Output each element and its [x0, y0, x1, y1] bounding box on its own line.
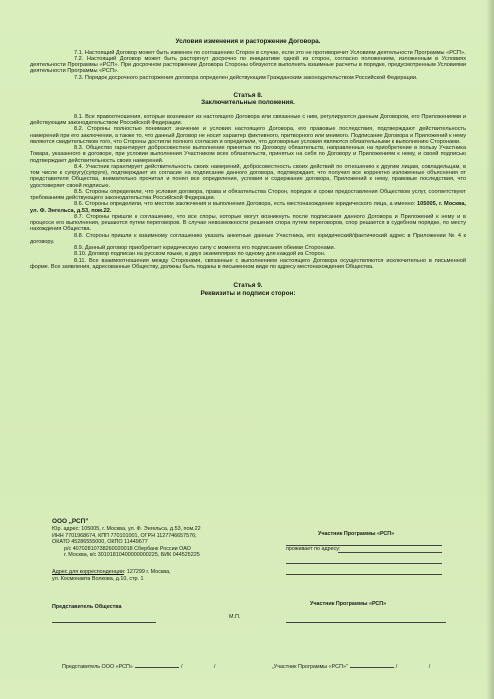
participant-address-line1	[338, 552, 442, 553]
article-8-title: Заключительные положения.	[201, 99, 295, 107]
representative-signature-line	[52, 622, 156, 623]
participant-signature-row	[272, 664, 430, 670]
company-bank-account: р/с 40702810738260020018 Сбербанк России ОАО	[64, 545, 191, 552]
company-signature-row	[62, 664, 215, 670]
article-8-heading: Статья 8.	[233, 91, 263, 99]
correspondence-address-line2: ул. Космонавта Волкова, д.10, стр. 1	[52, 576, 144, 582]
clause-8-6-text: 8.6. Стороны определили, что местом заключения и выполнения Договора, есть местонахождение юридического лица, а именно:	[74, 201, 418, 208]
section-7-title: Условия изменения и расторжение Договора.	[175, 38, 321, 45]
company-representative-label: Представитель Общества	[52, 604, 122, 610]
correspondence-label: Адрес для корреспонденции	[52, 569, 124, 575]
article-9-heading: Статья 9.	[233, 282, 263, 290]
participant-address-label: проживает по адресу:	[286, 546, 341, 552]
company-signature-label: Представитель ООО «РСП»	[62, 664, 133, 670]
company-inn: ИНН 7701968674, КПП 770101001, ОГРН 1127746657576;	[52, 532, 197, 539]
correspondence-address	[52, 569, 171, 575]
correspondence-value: : 127299 г. Москва,	[123, 569, 171, 575]
clause-8-9: 8.9. Данный договор приобретает юридическую силу с момента его подписания обеими Сторонами.	[74, 245, 336, 252]
participant-signature-slashes: / /	[395, 664, 431, 670]
participant-signature-line	[286, 622, 446, 623]
clause-8-10: 8.10. Договор подписан на русском языке, в двух экземплярах по одному для каждой из Сторон.	[74, 251, 326, 258]
clause-7-1: 7.1. Настоящий Договор может быть изменен по соглашению Сторон в случае, если это не противоречит Условиям деятельности Программы «РСП».	[74, 49, 466, 56]
company-bank-details: г. Москва, к/с 30101810400000000225, БИК 044525225	[64, 552, 200, 558]
participant-signature-title: Участник Программы «РСП»	[310, 601, 387, 607]
company-okato: ОКАТО 45286555000, ОКПО 11449677	[52, 539, 148, 545]
clause-8-4: 8.4. Участник гарантирует действительность своих намерений, добросовестность своих действий по отношению к другим лицам, совладельцам, в том числе к супругу(супруге), подтверждает их согласие на подписание данного договора, подтверждает, что получил все корректно изложенные объяснения от представителя Общества, внимательно прочитал и понял все определения, условия и содержание договора, Приложений к нему, правовые последствия, что удостоверяет своей подписью.	[30, 163, 466, 189]
participant-title: Участник Программы «РСП»	[318, 531, 395, 537]
participant-address-line2	[286, 563, 442, 564]
clause-7-3: 7.3. Порядок досрочного расторжения договора определен действующим Гражданским законодательством Российской Федерации.	[74, 74, 418, 81]
company-signature-slashes: / /	[180, 664, 216, 670]
clause-8-1: 8.1. Все правоотношения, которые возникают из настоящего Договора или связанные с ним, регулируются данным Договором, его Приложениями и действующим законодательством Российской Федерации.	[30, 113, 466, 127]
clause-8-2: 8.2. Стороны полностью понимают значение и условия настоящего Договора, его правовые последствия, подтверждают действительность намерений при его заключении, а также то, что данный Договор не носит характер фиктивного, притворного или мнимого. Подписание Договора и Приложений к нему являются свидетельством того, что Стороны достигли полного согласия и определили, что договорные условия являются обязательными к выполнению Сторонами.	[30, 126, 466, 145]
clause-8-8: 8.8. Стороны пришли к взаимному соглашению указать анкетные данные Участника, его юридический/фактический адрес в Приложении № 4 к договору.	[30, 232, 466, 245]
clause-8-11: 8.11. Все взаимоотношения между Сторонами, связанные с выполнением настоящего Договора осуществляются исключительно в письменной форме. Все заявления, адресованные Обществу, должны быть поданы в письменном виде по адресу местонахождения Общества.	[30, 257, 466, 270]
clause-8-3: 8.3. Общество гарантирует добросовестное выполнение принятых по Договору обязательств, направленных на приобретение в пользу Участника Товара, указанного в договоре, при условии выполнения Участником всех обязательств, принятых на себя по Договору и Приложениям к нему, и своей подписью подтверждает действительность своих намерений.	[30, 145, 466, 164]
company-legal-address: Юр. адрес: 105005, г. Москва, ул. Ф. Энгельса, д.53, пом.22	[52, 526, 201, 532]
clause-8-5: 8.5. Стороны определили, что условия договора, права и обязательства Сторон, порядок и сроки предоставления Обществом услуг, соответствуют требованиям действующего законодательства Российской Федерации.	[30, 188, 466, 202]
article-9-title: Реквизиты и подписи сторон:	[200, 289, 296, 297]
clause-8-6-address: 105005, г. Москва, ул. Ф. Энгельса, д.53, пом.22.	[30, 201, 466, 214]
participant-address-line3	[286, 574, 442, 575]
seal-placeholder: М.П.	[229, 614, 241, 620]
clause-8-7: 8.7. Стороны пришли к соглашению, что все споры, которые могут возникнуть после подписания данного Договора и Приложений к нему и в процессе его выполнения, решаются путем переговоров. В случае невозможности решения спора путем переговоров, спор решается в судебном порядке, по месту нахождения Общества.	[30, 213, 466, 233]
clause-7-2: 7.2. Настоящий Договор может быть расторгнут досрочно по инициативе одной из сторон, согласно положениям, изложенным в Условиях деятельности Программы «РСП». При досрочном расторжении Договора Стороны обязуются выполнить взаимные расчеты в порядке, предусмотренным Условиями деятельности Программы «РСП».	[30, 55, 466, 75]
company-name: ООО „РСП”	[52, 518, 89, 525]
participant-bottom-label: „Участник Программы «РСП»”	[272, 664, 348, 670]
